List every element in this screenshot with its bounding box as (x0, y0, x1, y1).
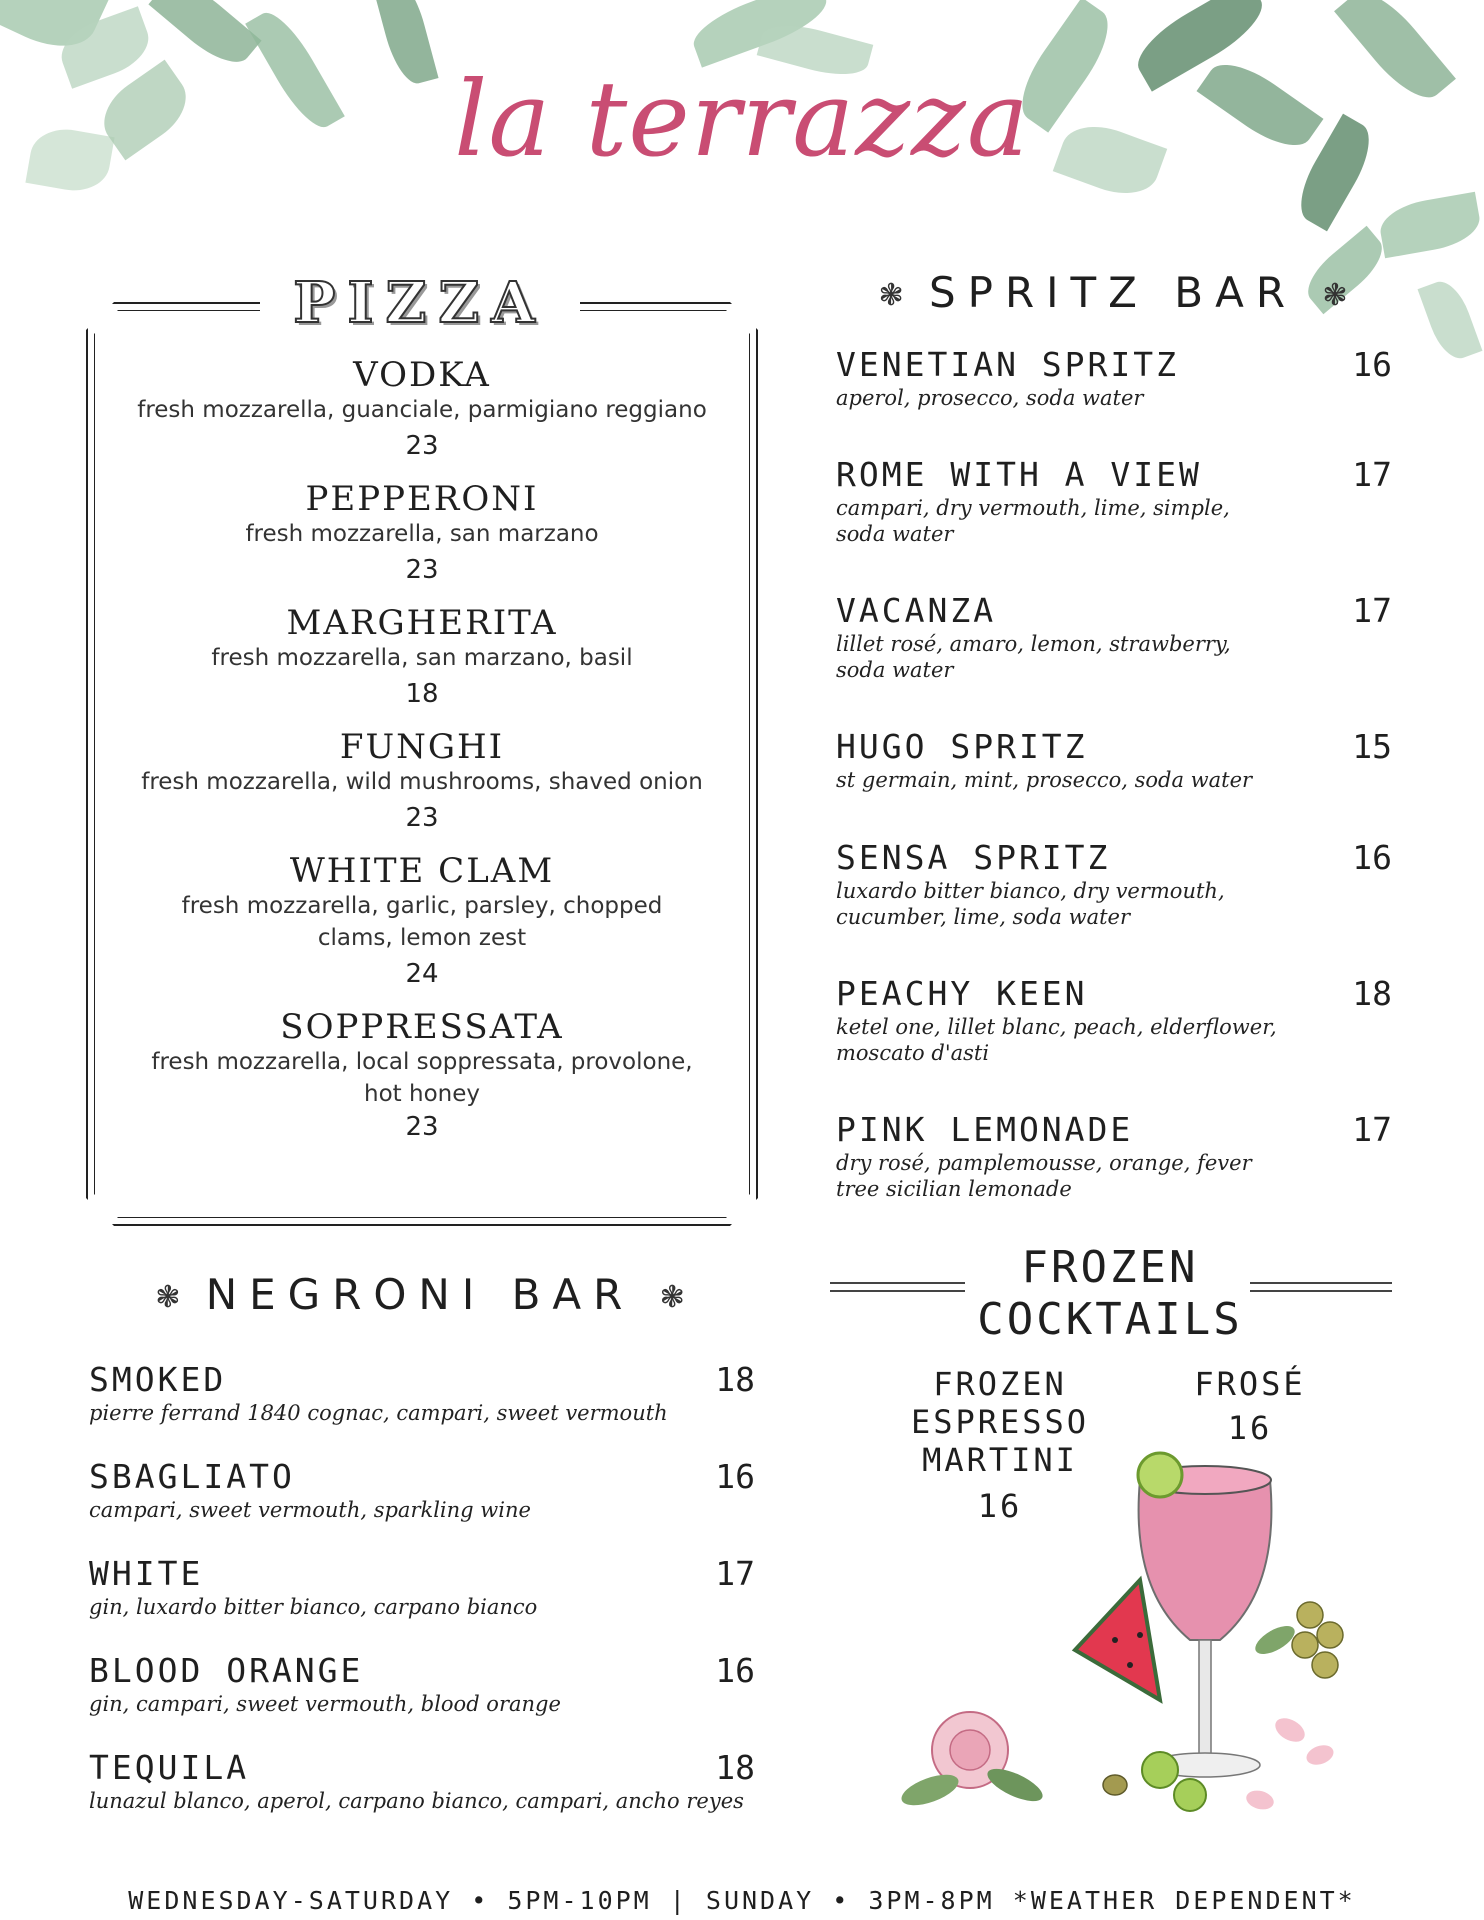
flourish-icon: ❃ (155, 1280, 181, 1315)
pizza-item (102, 1008, 742, 1144)
pizza-name: SOPPRESSATA (280, 1007, 564, 1047)
frozen-cocktails-heading (960, 1242, 1260, 1346)
drink-price: 16 (715, 1457, 755, 1496)
flourish-icon: ❃ (659, 1280, 685, 1315)
drink-price: 18 (1352, 974, 1392, 1013)
drink-price: 17 (715, 1554, 755, 1593)
drink-description: dry rosé, pamplemousse, orange, fever tree sicilian lemonade (836, 1151, 1252, 1201)
drink-name: SENSA SPRITZ (836, 838, 1111, 877)
restaurant-title: la terrazza (454, 58, 1030, 180)
drink-description: pierre ferrand 1840 cognac, campari, sweet vermouth (89, 1401, 668, 1425)
pizza-item (102, 356, 742, 466)
spritz-item (836, 838, 1392, 930)
drink-price: 15 (1352, 727, 1392, 766)
frozen-rule-left (830, 1282, 965, 1292)
drink-name: TEQUILA (89, 1748, 250, 1787)
drink-description: lunazul blanco, aperol, carpano bianco, campari, ancho reyes (89, 1789, 744, 1813)
drink-price: 16 (1352, 838, 1392, 877)
drink-price: 17 (1352, 591, 1392, 630)
spritz-item (836, 1110, 1392, 1202)
spritz-item (836, 727, 1392, 793)
drink-price: 16 (715, 1651, 755, 1690)
drink-description: gin, luxardo bitter bianco, carpano bianco (89, 1595, 538, 1619)
pizza-price: 23 (405, 803, 439, 833)
frozen-heading-line: COCKTAILS (977, 1294, 1243, 1345)
hours-footer: WEDNESDAY-SATURDAY • 5PM-10PM | SUNDAY • 3PM-8PM *WEATHER DEPENDENT* (128, 1886, 1356, 1915)
frozen-item-name: MARTINI (922, 1441, 1078, 1479)
negroni-item (89, 1360, 755, 1426)
drink-price: 18 (715, 1748, 755, 1787)
pizza-description: fresh mozzarella, wild mushrooms, shaved onion (141, 769, 703, 795)
pizza-name: MARGHERITA (286, 603, 558, 643)
pizza-description: fresh mozzarella, guanciale, parmigiano reggiano (137, 397, 707, 423)
negroni-item (89, 1554, 755, 1620)
pizza-name: FUNGHI (339, 727, 505, 767)
pizza-list (102, 356, 742, 1158)
pizza-description: fresh mozzarella, garlic, parsley, chopped clams, lemon zest (181, 893, 663, 951)
frose-cocktail-illustration (890, 1440, 1390, 1860)
drink-description: campari, sweet vermouth, sparkling wine (89, 1498, 531, 1522)
pizza-price: 23 (405, 555, 439, 585)
flourish-icon: ❃ (1322, 278, 1348, 313)
drink-description: ketel one, lillet blanc, peach, elderflower, moscato d'asti (836, 1015, 1277, 1065)
pizza-description: fresh mozzarella, san marzano, basil (211, 645, 633, 671)
pizza-item (102, 604, 742, 714)
pizza-price: 23 (405, 431, 439, 461)
drink-price: 17 (1352, 1110, 1392, 1149)
pizza-name: VODKA (353, 355, 491, 395)
frozen-item-name: FROSÉ (1194, 1365, 1306, 1403)
pizza-price: 24 (405, 959, 439, 989)
drink-description: lillet rosé, amaro, lemon, strawberry, soda water (836, 632, 1231, 682)
drink-description: gin, campari, sweet vermouth, blood orange (89, 1692, 561, 1716)
negroni-item (89, 1748, 755, 1814)
negroni-bar-title: NEGRONI BAR (205, 1270, 635, 1319)
negroni-item (89, 1457, 755, 1523)
frozen-item-price: 16 (1227, 1409, 1273, 1447)
frozen-rule-right (1250, 1282, 1392, 1292)
pizza-description: fresh mozzarella, local soppressata, provolone, hot honey (151, 1049, 693, 1107)
spritz-item (836, 345, 1392, 411)
frozen-item-frose (1170, 1365, 1330, 1447)
frozen-heading-line: FROZEN (1021, 1242, 1199, 1293)
pizza-name: PEPPERONI (305, 479, 539, 519)
drink-description: luxardo bitter bianco, dry vermouth, cucumber, lime, soda water (836, 879, 1225, 929)
drink-name: PINK LEMONADE (836, 1110, 1134, 1149)
drink-name: BLOOD ORANGE (89, 1651, 364, 1690)
drink-description: st germain, mint, prosecco, soda water (836, 768, 1253, 792)
spritz-bar-title: SPRITZ BAR (928, 268, 1298, 317)
drink-name: WHITE (89, 1554, 204, 1593)
spritz-item (836, 591, 1392, 683)
drink-name: PEACHY KEEN (836, 974, 1088, 1013)
pizza-price: 18 (405, 679, 439, 709)
spritz-bar-heading (828, 268, 1398, 317)
pizza-heading: PIZZA (293, 270, 547, 336)
spritz-item (836, 974, 1392, 1066)
drink-price: 18 (715, 1360, 755, 1399)
flourish-icon: ❃ (878, 278, 904, 313)
drink-price: 16 (1352, 345, 1392, 384)
frozen-item-price: 16 (977, 1487, 1023, 1525)
drink-price: 17 (1352, 455, 1392, 494)
drink-name: ROME WITH A VIEW (836, 455, 1202, 494)
drink-description: aperol, prosecco, soda water (836, 386, 1144, 410)
drink-name: VACANZA (836, 591, 997, 630)
spritz-item (836, 455, 1392, 547)
drink-description: campari, dry vermouth, lime, simple, soda water (836, 496, 1230, 546)
pizza-item (102, 728, 742, 838)
negroni-item (89, 1651, 755, 1717)
pizza-price: 23 (405, 1112, 439, 1142)
pizza-item (102, 480, 742, 590)
drink-name: VENETIAN SPRITZ (836, 345, 1180, 384)
pizza-name: WHITE CLAM (289, 851, 555, 891)
frozen-item-name: ESPRESSO (910, 1403, 1090, 1441)
pizza-description: fresh mozzarella, san marzano (245, 521, 599, 547)
drink-name: SMOKED (89, 1360, 227, 1399)
drink-name: SBAGLIATO (89, 1457, 295, 1496)
pizza-item (102, 852, 742, 994)
frozen-item-name: FROZEN (933, 1365, 1067, 1403)
negroni-bar-heading (140, 1270, 700, 1319)
drink-name: HUGO SPRITZ (836, 727, 1088, 766)
